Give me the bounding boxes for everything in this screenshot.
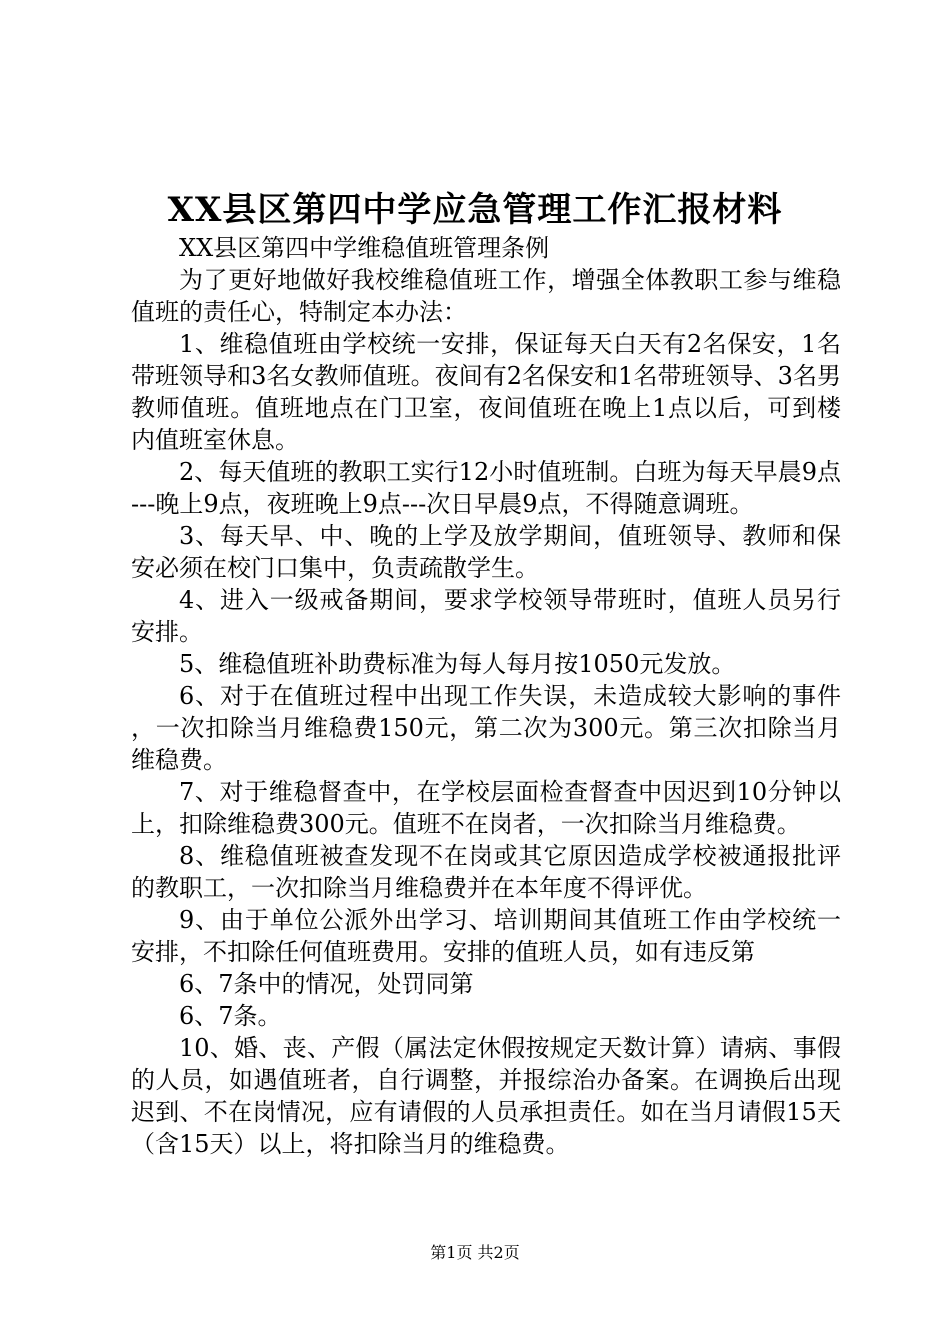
paragraph-rule-7: 7、对于维稳督查中，在学校层面检查督查中因迟到10分钟以上，扣除维稳费300元。值班不在岗者，一次扣除当月维稳费。 bbox=[131, 778, 841, 838]
paragraph-rule-5: 5、维稳值班补助费标准为每人每月按1050元发放。 bbox=[179, 650, 736, 678]
paragraph-rule-4: 4、进入一级戒备期间，要求学校领导带班时，值班人员另行安排。 bbox=[131, 586, 841, 646]
paragraph-rule-2: 2、每天值班的教职工实行12小时值班制。白班为每天早晨9点---晚上9点，夜班晚上9点---次日早晨9点，不得随意调班。 bbox=[131, 458, 841, 518]
paragraph-rule-8: 8、维稳值班被查发现不在岗或其它原因造成学校被通报批评的教职工，一次扣除当月维稳费并在本年度不得评优。 bbox=[131, 842, 841, 902]
paragraph-intro: 为了更好地做好我校维稳值班工作，增强全体教职工参与维稳值班的责任心，特制定本办法： bbox=[131, 266, 841, 326]
paragraph-rule-9-cont-a: 6、7条中的情况，处罚同第 bbox=[179, 970, 474, 998]
paragraph-rule-3: 3、每天早、中、晚的上学及放学期间，值班领导、教师和保安必须在校门口集中，负责疏散学生。 bbox=[131, 522, 841, 582]
paragraph-subtitle: XX县区第四中学维稳值班管理条例 bbox=[179, 234, 550, 262]
paragraph-rule-9: 9、由于单位公派外出学习、培训期间其值班工作由学校统一安排，不扣除任何值班费用。安排的值班人员，如有违反第 bbox=[131, 906, 841, 966]
document-title: XX县区第四中学应急管理工作汇报材料 bbox=[167, 190, 783, 230]
paragraph-rule-9-cont-b: 6、7条。 bbox=[179, 1002, 282, 1030]
paragraph-rule-10: 10、婚、丧、产假（属法定休假按规定天数计算）请病、事假的人员，如遇值班者，自行调整，并报综治办备案。在调换后出现迟到、不在岗情况，应有请假的人员承担责任。如在当月请假15天（含15天）以上，将扣除当月的维稳费。 bbox=[131, 1034, 841, 1158]
page-number-footer: 第1页 共2页 bbox=[430, 1243, 520, 1262]
paragraph-rule-6: 6、对于在值班过程中出现工作失误，未造成较大影响的事件，一次扣除当月维稳费150元，第二次为300元。第三次扣除当月维稳费。 bbox=[131, 682, 841, 774]
document-body bbox=[131, 232, 841, 1160]
paragraph-rule-1: 1、维稳值班由学校统一安排，保证每天白天有2名保安，1名带班领导和3名女教师值班。夜间有2名保安和1名带班领导、3名男教师值班。值班地点在门卫室，夜间值班在晚上1点以后，可到楼内值班室休息。 bbox=[131, 330, 841, 454]
